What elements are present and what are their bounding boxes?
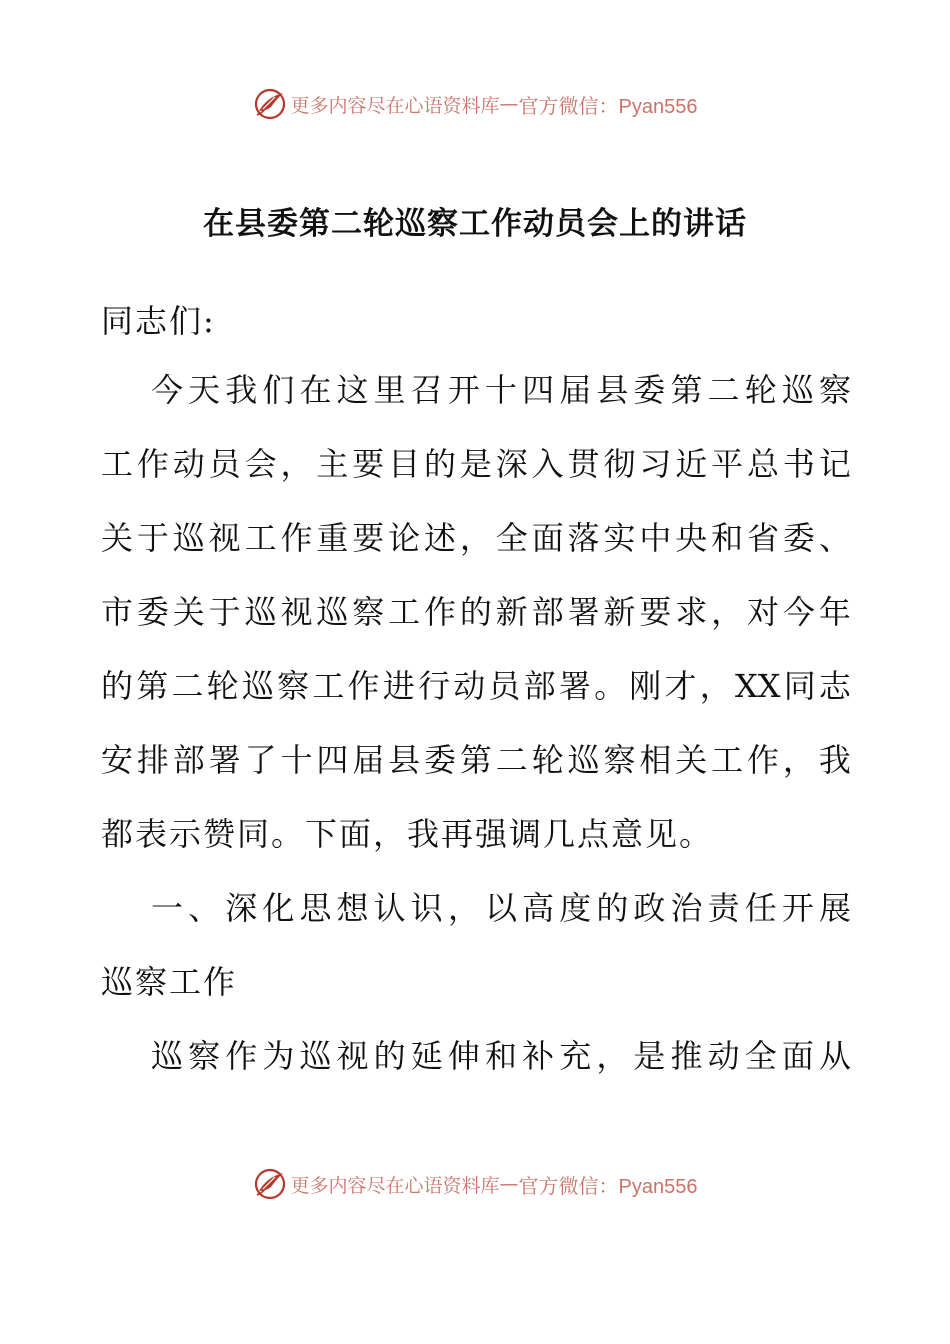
footer-watermark — [0, 1164, 950, 1204]
salutation-line: 同志们: — [101, 302, 216, 340]
paragraph-line: 市 委 关 于 巡 视 巡 察 工 作 的 新 部 署 新 要 求 ， 对 今 年 — [101, 593, 851, 631]
page-title: 在县委第二轮巡察工作动员会上的讲话 — [203, 206, 747, 242]
header-watermark — [0, 84, 950, 124]
section-heading-line: 一 、 深 化 思 想 认 识 ， 以 高 度 的 政 治 责 任 开 展 — [151, 889, 851, 927]
watermark-text: 更多内容尽在心语资料库 — [290, 94, 500, 117]
paragraph-line: 的 第 二 轮 巡 察 工 作 进 行 动 员 部 署 。 刚 才 ， XX 同 志 — [101, 667, 851, 705]
watermark-separator: — — [499, 1173, 519, 1195]
paragraph-line: 工 作 动 员 会 ， 主 要 目 的 是 深 入 贯 彻 习 近 平 总 书 记 — [101, 445, 851, 483]
section-heading-line: 巡察工作 — [101, 963, 238, 1001]
watermark-separator: — — [499, 93, 519, 115]
paragraph-line: 今 天 我 们 在 这 里 召 开 十 四 届 县 委 第 二 轮 巡 察 — [151, 371, 851, 409]
paragraph-line: 关 于 巡 视 工 作 重 要 论 述 ， 全 面 落 实 中 央 和 省 委 、 — [101, 519, 851, 557]
paragraph-line: 都表示赞同。下面，我再强调几点意见。 — [101, 815, 714, 853]
watermark-account: 官方微信：Pyan556 — [518, 95, 698, 118]
watermark-text: 更多内容尽在心语资料库 — [290, 1174, 500, 1197]
paragraph-line: 巡 察 作 为 巡 视 的 延 伸 和 补 充 ， 是 推 动 全 面 从 — [151, 1037, 851, 1075]
quill-logo-icon — [253, 87, 287, 121]
watermark-account: 官方微信：Pyan556 — [518, 1175, 698, 1198]
paragraph-line: 安 排 部 署 了 十 四 届 县 委 第 二 轮 巡 察 相 关 工 作 ， 我 — [101, 741, 851, 779]
quill-logo-icon — [253, 1167, 287, 1201]
